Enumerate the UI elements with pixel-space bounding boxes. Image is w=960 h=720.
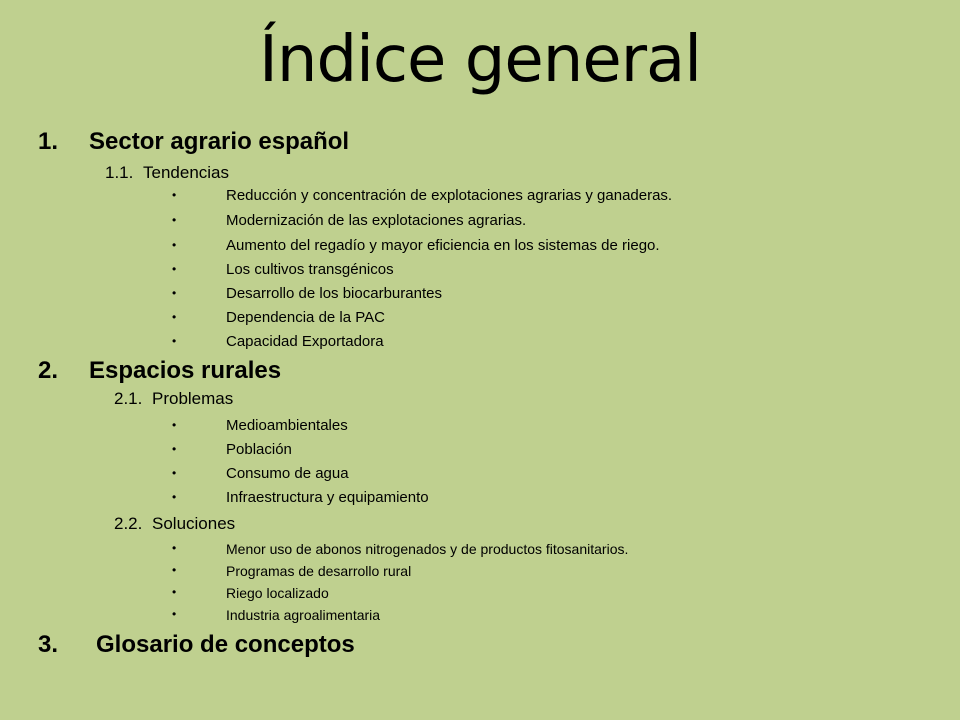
subsection-title: Problemas [152, 389, 234, 408]
bullet-dot: • [172, 466, 177, 480]
section-number: 1. [38, 128, 59, 155]
bullet-dot: • [172, 213, 177, 227]
bullet-dot: • [172, 442, 177, 456]
list-item: Modernización de las explotaciones agrarias. [226, 212, 527, 229]
list-item: Riego localizado [226, 585, 329, 601]
list-item: Capacidad Exportadora [226, 333, 384, 350]
list-item: Desarrollo de los biocarburantes [226, 285, 442, 302]
list-item: Consumo de agua [226, 465, 349, 482]
bullet-dot: • [172, 541, 177, 555]
section-title: Espacios rurales [89, 357, 282, 384]
bullet-dot: • [172, 262, 177, 276]
section-title: Sector agrario español [89, 128, 350, 155]
slide-title: Índice general [259, 23, 701, 97]
list-item: Población [226, 441, 292, 458]
list-item: Medioambientales [226, 417, 348, 434]
subsection-number: 1.1. [105, 163, 134, 182]
bullet-dot: • [172, 490, 177, 504]
bullet-dot: • [172, 310, 177, 324]
section-number: 3. [38, 631, 59, 658]
section-title: Glosario de conceptos [96, 631, 355, 658]
list-item: Menor uso de abonos nitrogenados y de productos fitosanitarios. [226, 541, 629, 557]
bullet-dot: • [172, 286, 177, 300]
bullet-dot: • [172, 585, 177, 599]
bullet-dot: • [172, 418, 177, 432]
subsection-number: 2.1. [114, 389, 143, 408]
bullet-dot: • [172, 607, 177, 621]
subsection-title: Tendencias [143, 163, 230, 182]
list-item: Aumento del regadío y mayor eficiencia en los sistemas de riego. [226, 237, 660, 254]
subsection-number: 2.2. [114, 514, 143, 533]
bullet-dot: • [172, 563, 177, 577]
bullet-dot: • [172, 238, 177, 252]
list-item: Reducción y concentración de explotaciones agrarias y ganaderas. [226, 187, 673, 204]
list-item: Dependencia de la PAC [226, 309, 385, 326]
list-item: Programas de desarrollo rural [226, 563, 412, 579]
list-item: Los cultivos transgénicos [226, 261, 394, 278]
bullet-dot: • [172, 334, 177, 348]
list-item: Industria agroalimentaria [226, 607, 381, 623]
subsection-title: Soluciones [152, 514, 236, 533]
section-number: 2. [38, 357, 59, 384]
list-item: Infraestructura y equipamiento [226, 489, 429, 506]
bullet-dot: • [172, 188, 177, 202]
